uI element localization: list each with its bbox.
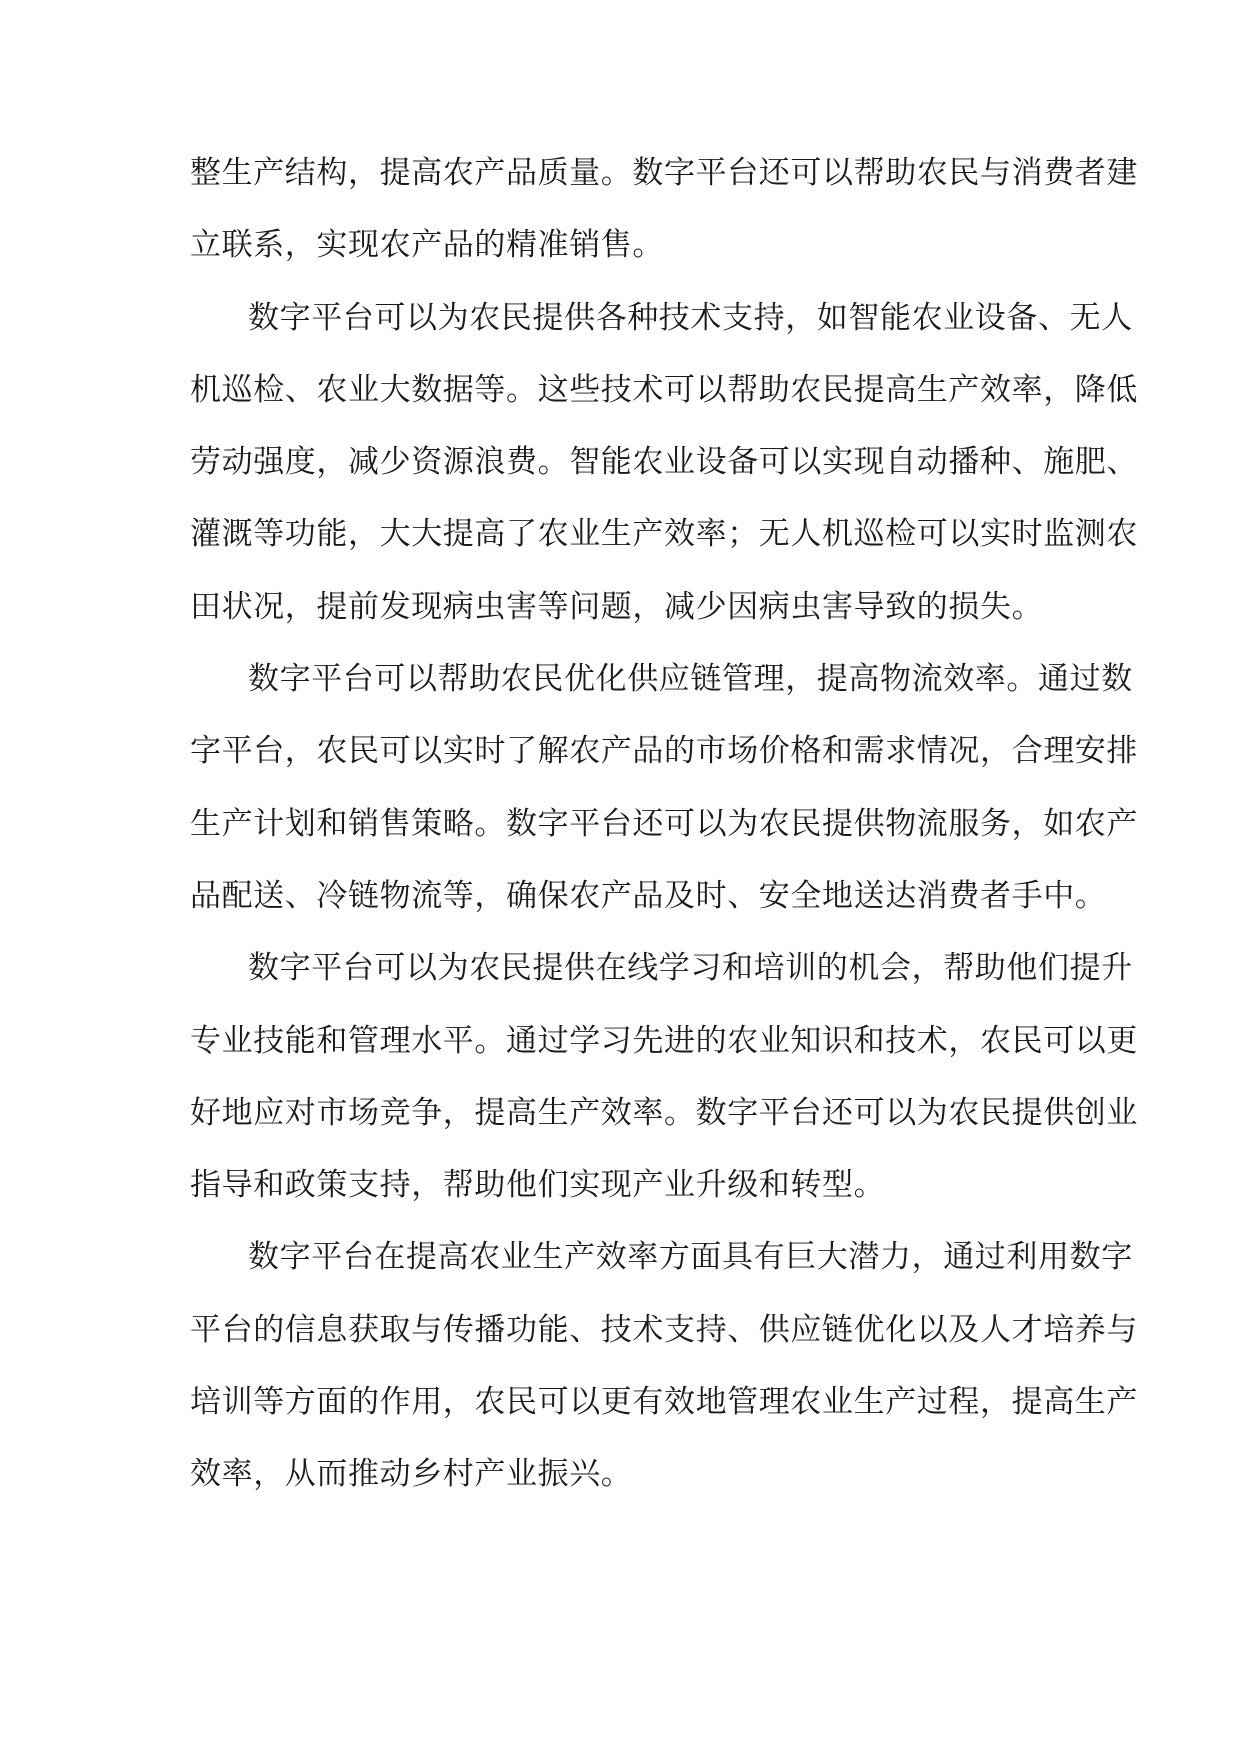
paragraph-line: 效率，从而推动乡村产业振兴。 xyxy=(190,1456,633,1493)
paragraph-line: 立联系，实现农产品的精准销售。 xyxy=(190,227,664,264)
paragraph-5 xyxy=(190,1221,1138,1510)
paragraph-line: 培训等方面的作用，农民可以更有效地管理农业生产过程，提高生产 xyxy=(190,1384,1138,1421)
paragraph-2 xyxy=(190,282,1138,643)
paragraph-line: 字平台，农民可以实时了解农产品的市场价格和需求情况，合理安排 xyxy=(190,733,1138,770)
paragraph-line: 机巡检、农业大数据等。这些技术可以帮助农民提高生产效率，降低 xyxy=(190,371,1138,408)
paragraph-line: 专业技能和管理水平。通过学习先进的农业知识和技术，农民可以更 xyxy=(190,1022,1138,1059)
paragraph-4 xyxy=(190,932,1138,1221)
paragraph-first-line: 数字平台可以为农民提供在线学习和培训的机会，帮助他们提升 xyxy=(248,950,1133,987)
paragraph-line: 灌溉等功能，大大提高了农业生产效率；无人机巡检可以实时监测农 xyxy=(190,516,1138,553)
paragraph-line: 品配送、冷链物流等，确保农产品及时、安全地送达消费者手中。 xyxy=(190,877,1107,914)
paragraph-line: 平台的信息获取与传播功能、技术支持、供应链优化以及人才培养与 xyxy=(190,1311,1138,1348)
paragraph-line: 生产计划和销售策略。数字平台还可以为农民提供物流服务，如农产 xyxy=(190,805,1138,842)
paragraph-line: 好地应对市场竞争，提高生产效率。数字平台还可以为农民提供创业 xyxy=(190,1094,1138,1131)
paragraph-first-line: 数字平台在提高农业生产效率方面具有巨大潜力，通过利用数字 xyxy=(248,1239,1133,1276)
paragraph-line: 劳动强度，减少资源浪费。智能农业设备可以实现自动播种、施肥、 xyxy=(190,444,1138,481)
paragraph-line: 田状况，提前发现病虫害等问题，减少因病虫害导致的损失。 xyxy=(190,588,1044,625)
paragraph-line: 指导和政策支持，帮助他们实现产业升级和转型。 xyxy=(190,1167,886,1204)
document-body xyxy=(190,137,1138,1511)
paragraph-first-line: 数字平台可以帮助农民优化供应链管理，提高物流效率。通过数 xyxy=(248,661,1133,698)
paragraph-3 xyxy=(190,643,1138,932)
paragraph-1 xyxy=(190,137,1138,282)
paragraph-first-line: 数字平台可以为农民提供各种技术支持，如智能农业设备、无人 xyxy=(248,299,1133,336)
paragraph-line: 整生产结构，提高农产品质量。数字平台还可以帮助农民与消费者建 xyxy=(190,155,1138,191)
